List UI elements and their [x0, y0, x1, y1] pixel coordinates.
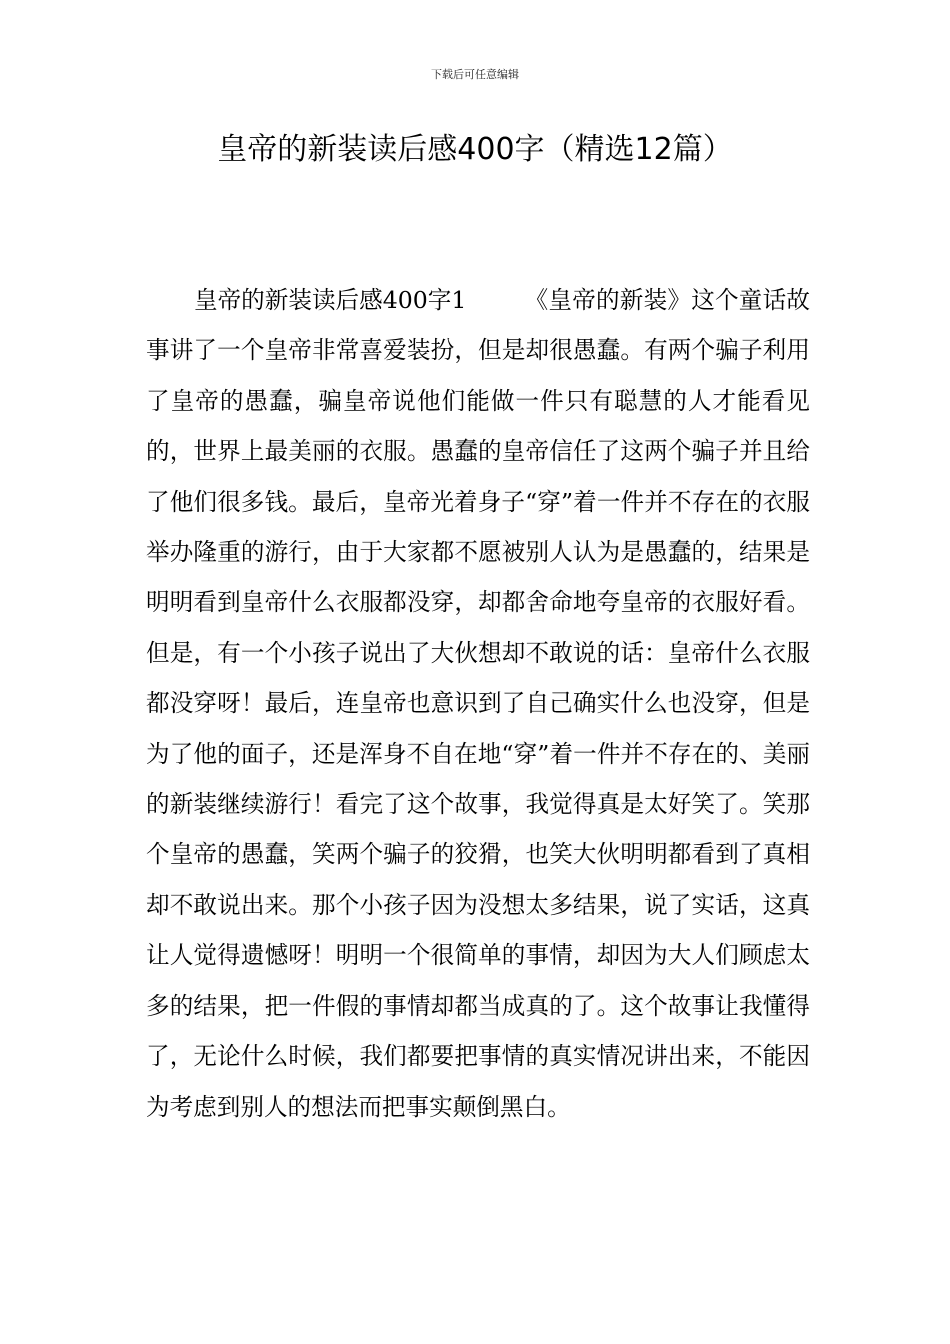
body-text: 《皇帝的新装》这个童话故事讲了一个皇帝非常喜爱装扮，但是却很愚蠢。有两个骗子利用了皇帝的愚蠢，骗皇帝说他们能做一件只有聪慧的人才能看见的，世界上最美丽的衣服。愚蠢的皇帝信任了这两个骗子并且给了他们很多钱。最后，皇帝光着身子“穿”着一件并不存在的衣服举办隆重的游行，由于大家都不愿被别人认为是愚蠢的，结果是明明看到皇帝什么衣服都没穿，却都舍命地夸皇帝的衣服好看。但是，有一个小孩子说出了大伙想却不敢说的话：皇帝什么衣服都没穿呀！最后，连皇帝也意识到了自己确实什么也没穿，但是为了他的面子，还是浑身不自在地“穿”着一件并不存在的、美丽的新装继续游行！看完了这个故事，我觉得真是太好笑了。笑那个皇帝的愚蠢，笑两个骗子的狡猾，也笑大伙明明都看到了真相却不敢说出来。那个小孩子因为没想太多结果，说了实话，这真让人觉得遗憾呀！明明一个很简单的事情，却因为大人们顾虑太多的结果，把一件假的事情却都当成真的了。这个故事让我懂得了，无论什么时候，我们都要把事情的真实情况讲出来，不能因为考虑到别人的想法而把事实颠倒黑白。: [146, 286, 810, 1121]
section-heading: 皇帝的新装读后感400字1: [194, 286, 467, 314]
document-title: 皇帝的新装读后感400字（精选12篇）: [217, 132, 733, 167]
body-paragraph: [146, 275, 810, 1132]
header-note: 下载后可任意编辑: [431, 68, 519, 81]
